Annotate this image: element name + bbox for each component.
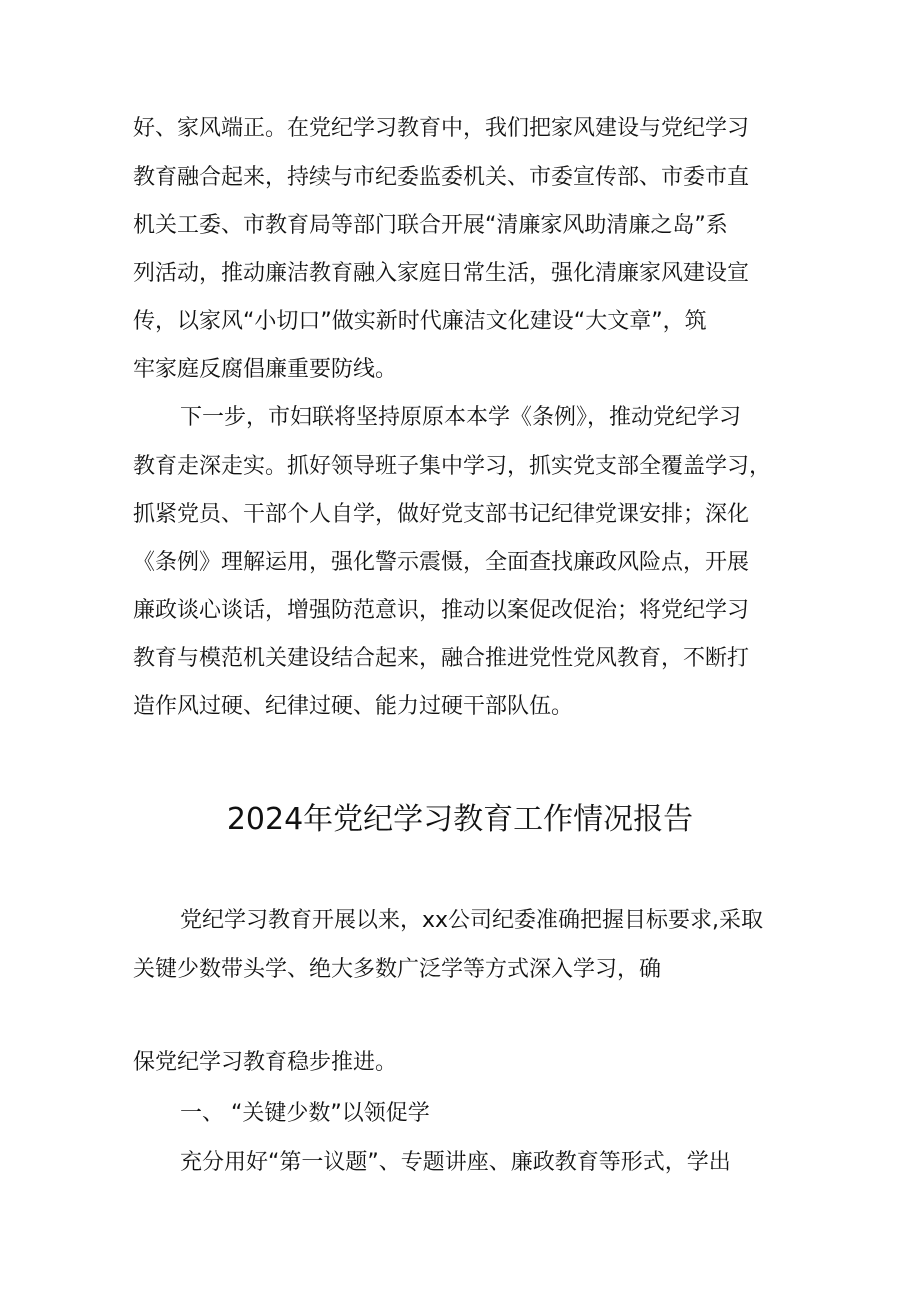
intro-line: 党纪学习教育开展以来，xx公司纪委准确把握目标要求,采取 [180,908,764,933]
intro-line: 关键少数带头学、绝大多数广泛学等方式深入学习，确 [133,957,662,982]
intro-tail: 保党纪学习教育稳步推进。 [133,1050,398,1075]
report-title: 2024年党纪学习教育工作情况报告 [226,802,694,837]
paragraph-line: 抓紧党员、干部个人自学，做好党支部书记纪律党课安排；深化 [133,502,750,527]
paragraph-line: 《条例》理解运用，强化警示震慑，全面查找廉政风险点，开展 [133,550,750,575]
paragraph-line: 牢家庭反腐倡廉重要防线。 [133,357,398,382]
paragraph-line: 造作风过硬、纪律过硬、能力过硬干部队伍。 [133,694,574,719]
paragraph-line: 教育走深走实。抓好领导班子集中学习，抓实党支部全覆盖学习， [133,454,772,479]
paragraph-line: 机关工委、市教育局等部门联合开展“清廉家风助清廉之岛”系 [133,213,728,238]
section-heading: 一、 “关键少数”以领促学 [180,1101,430,1126]
paragraph-line: 下一步，市妇联将坚持原原本本学《条例》，推动党纪学习 [180,405,742,430]
paragraph-line: 廉政谈心谈话，增强防范意识，推动以案促改促治；将党纪学习 [133,598,750,623]
paragraph-line: 好、家风端正。在党纪学习教育中，我们把家风建设与党纪学习 [133,116,750,141]
paragraph-line: 教育融合起来，持续与市纪委监委机关、市委宣传部、市委市直 [133,165,750,190]
paragraph-line: 教育与模范机关建设结合起来，融合推进党性党风教育，不断打 [133,646,750,671]
paragraph-line: 列活动，推动廉洁教育融入家庭日常生活，强化清廉家风建设宣 [133,261,750,286]
section-line: 充分用好“第一议题”、专题讲座、廉政教育等形式，学出 [180,1150,731,1175]
paragraph-line: 传，以家风“小切口”做实新时代廉洁文化建设“大文章”，筑 [133,309,707,334]
